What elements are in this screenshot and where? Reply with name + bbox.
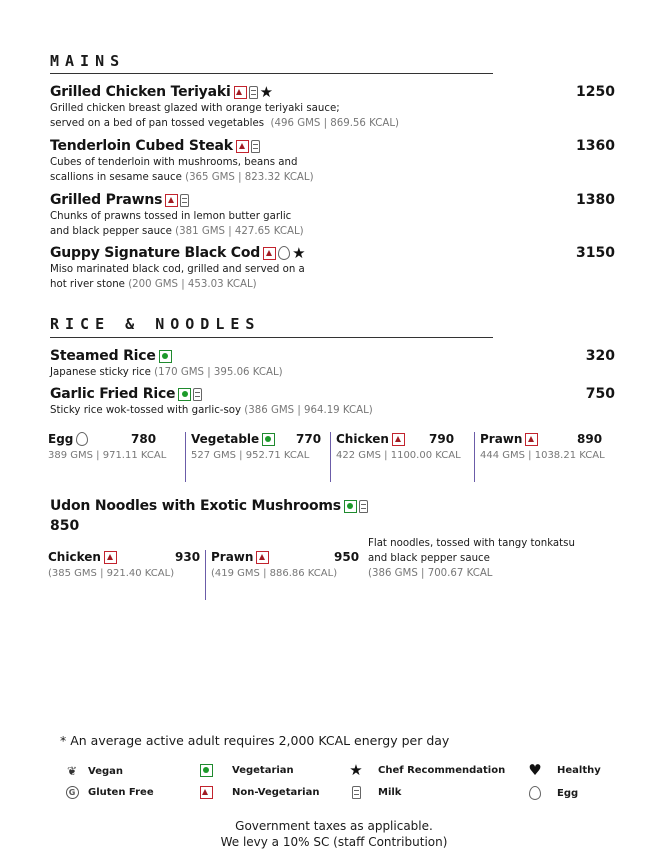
variant-nutrition: 527 GMS | 952.71 KCAL	[191, 450, 310, 461]
variant-price: 930	[175, 550, 201, 564]
non-veg-icon	[263, 247, 276, 260]
item-description: and black pepper sauce	[50, 225, 172, 237]
veg-icon	[344, 500, 357, 513]
variant-name: Chicken	[48, 550, 101, 564]
item-name: Guppy Signature Black Cod	[50, 245, 261, 261]
legend-label: Chef Recommendation	[378, 765, 506, 776]
menu-item	[50, 386, 615, 419]
section-divider	[50, 73, 493, 74]
item-description: Miso marinated black cod, grilled and served on a	[50, 264, 305, 275]
item-description: hot river stone	[50, 278, 125, 290]
veg-icon	[262, 433, 275, 446]
milk-icon	[251, 140, 260, 153]
variant-name: Prawn	[211, 550, 254, 564]
egg-icon	[76, 432, 88, 446]
legend-label: Gluten Free	[88, 787, 154, 798]
section-title-mains: MAINS	[50, 52, 126, 70]
variant-chicken	[331, 432, 474, 476]
egg-icon	[278, 246, 290, 260]
variant-price: 790	[429, 432, 455, 446]
item-nutrition: (170 GMS | 395.06 KCAL)	[154, 367, 283, 378]
menu-item	[50, 245, 615, 292]
item-description: and black pepper sauce	[368, 553, 490, 564]
section-title-rice-noodles: RICE & NOODLES	[50, 315, 261, 333]
milk-icon	[352, 786, 361, 799]
non-veg-icon	[104, 551, 117, 564]
item-price: 3150	[576, 245, 615, 261]
non-veg-icon	[392, 433, 405, 446]
non-veg-icon	[165, 194, 178, 207]
heart-icon: ♥	[528, 761, 542, 779]
veg-icon	[200, 764, 213, 777]
non-veg-icon	[525, 433, 538, 446]
variant-name: Prawn	[480, 432, 523, 446]
legend-chef	[342, 761, 506, 779]
variant-chicken	[48, 550, 205, 594]
veg-icon	[159, 350, 172, 363]
garlic-rice-variants	[48, 432, 611, 482]
udon-description	[368, 536, 618, 581]
item-nutrition: (386 GMS | 700.67 KCAL	[368, 568, 493, 579]
item-description: Cubes of tenderloin with mushrooms, beans and	[50, 157, 298, 168]
menu-item	[50, 348, 615, 381]
variant-prawn	[475, 432, 611, 476]
legend-vegan	[58, 764, 123, 778]
variant-nutrition: (385 GMS | 921.40 KCAL)	[48, 568, 175, 579]
menu-item	[50, 84, 615, 131]
legend-egg	[521, 786, 578, 800]
gluten-free-icon: G	[66, 786, 79, 799]
variant-price: 770	[296, 432, 322, 446]
legend-label: Non-Vegetarian	[232, 787, 320, 798]
variant-nutrition: (419 GMS | 886.86 KCAL)	[211, 568, 338, 579]
variant-price: 950	[334, 550, 360, 564]
legend-label: Milk	[378, 787, 402, 798]
legend-healthy	[521, 761, 601, 779]
menu-item	[50, 192, 615, 239]
legend-gluten-free	[58, 786, 154, 799]
tax-line: Government taxes as applicable.	[235, 819, 433, 833]
milk-icon	[180, 194, 189, 207]
item-name: Tenderloin Cubed Steak	[50, 138, 233, 154]
variant-price: 780	[131, 432, 157, 446]
item-description: Sticky rice wok-tossed with garlic-soy	[50, 405, 242, 416]
legend-milk	[342, 786, 401, 799]
milk-icon	[359, 500, 368, 513]
variant-name: Egg	[48, 432, 74, 446]
tax-line: We levy a 10% SC (staff Contribution)	[220, 835, 448, 849]
milk-icon	[193, 388, 202, 401]
star-icon: ★	[292, 243, 306, 262]
item-price: 1250	[576, 84, 615, 100]
section-divider	[50, 337, 493, 338]
variant-name: Chicken	[336, 432, 389, 446]
item-name: Udon Noodles with Exotic Mushrooms	[50, 498, 341, 514]
item-price: 850	[50, 518, 80, 534]
item-price: 320	[585, 348, 615, 364]
item-description: served on a bed of pan tossed vegetables	[50, 117, 265, 129]
item-price: 1360	[576, 138, 615, 154]
variant-name: Vegetable	[191, 432, 260, 446]
legend-label: Egg	[557, 787, 579, 799]
item-nutrition: (365 GMS | 823.32 KCAL)	[185, 171, 314, 183]
item-name: Garlic Fried Rice	[50, 386, 176, 402]
legend-label: Healthy	[557, 765, 601, 776]
milk-icon	[249, 86, 258, 99]
star-icon: ★	[259, 82, 273, 101]
item-description: Flat noodles, tossed with tangy tonkatsu	[368, 538, 575, 549]
non-veg-icon	[234, 86, 247, 99]
item-price: 1380	[576, 192, 615, 208]
legend-label: Vegan	[88, 765, 123, 777]
egg-icon	[529, 786, 541, 800]
legend-non-veg	[192, 786, 319, 799]
legend-vegetarian	[192, 764, 294, 777]
item-nutrition: (381 GMS | 427.65 KCAL)	[175, 225, 304, 237]
variant-nutrition: 444 GMS | 1038.21 KCAL	[480, 450, 605, 461]
variant-nutrition: 422 GMS | 1100.00 KCAL	[336, 450, 461, 461]
item-nutrition: (386 GMS | 964.19 KCAL)	[244, 405, 373, 416]
non-veg-icon	[200, 786, 213, 799]
legend-label: Vegetarian	[232, 765, 294, 776]
veg-icon	[178, 388, 191, 401]
udon-variants	[48, 550, 361, 600]
item-description: Japanese sticky rice	[50, 367, 151, 378]
variant-vegetable	[186, 432, 330, 476]
item-name: Grilled Chicken Teriyaki	[50, 84, 231, 100]
item-nutrition: (200 GMS | 453.03 KCAL)	[128, 278, 257, 290]
menu-item-udon	[50, 498, 615, 534]
variant-price: 890	[577, 432, 603, 446]
item-price: 750	[585, 386, 615, 402]
item-nutrition: (496 GMS | 869.56 KCAL)	[270, 117, 399, 129]
non-veg-icon	[256, 551, 269, 564]
variant-prawn	[206, 550, 361, 594]
item-description: scallions in sesame sauce	[50, 171, 182, 183]
variant-egg	[48, 432, 185, 476]
variant-nutrition: 389 GMS | 971.11 KCAL	[48, 450, 167, 461]
item-description: Grilled chicken breast glazed with orange teriyaki sauce;	[50, 103, 340, 114]
item-name: Steamed Rice	[50, 348, 156, 364]
item-name: Grilled Prawns	[50, 192, 163, 208]
energy-footnote: * An average active adult requires 2,000 KCAL energy per day	[60, 733, 450, 748]
leaf-icon: ❦	[66, 764, 78, 778]
non-veg-icon	[236, 140, 249, 153]
tax-notice	[0, 818, 668, 850]
menu-item	[50, 138, 615, 185]
item-description: Chunks of prawns tossed in lemon butter garlic	[50, 211, 292, 222]
star-icon: ★	[349, 761, 363, 779]
